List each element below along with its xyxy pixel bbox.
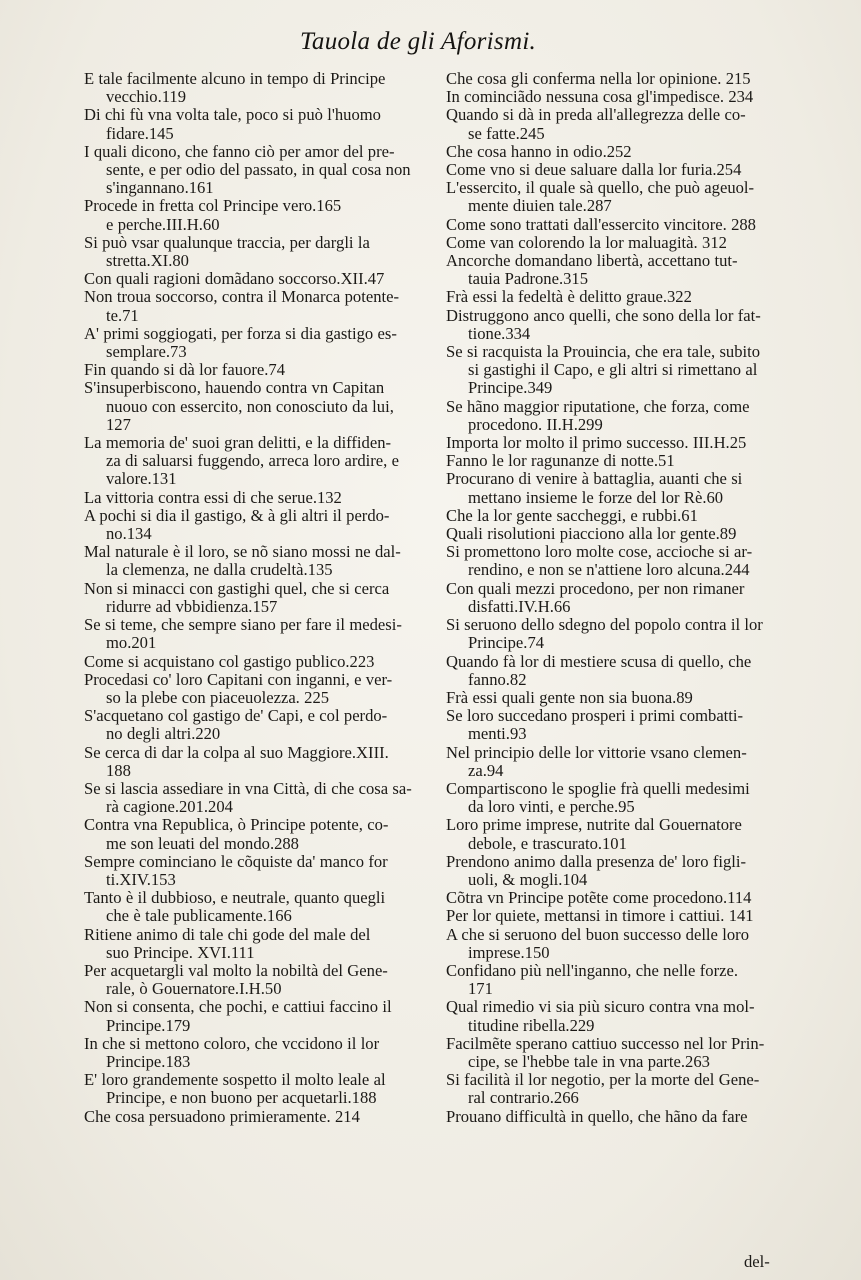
index-entry-line: titudine ribella.229 [468, 1015, 595, 1035]
index-entry [84, 434, 454, 489]
index-entry [446, 689, 801, 707]
index-entry-line: tauia Padrone.315 [468, 269, 589, 289]
index-entry-line: Procurano di venire à battaglia, auanti che si [446, 469, 743, 489]
index-entry-line: Si promettono loro molte cose, accioche si ar- [446, 542, 753, 562]
index-entry [446, 853, 801, 889]
index-entry [84, 143, 454, 198]
index-entry-line: ti.XIV.153 [106, 869, 176, 889]
index-entry [446, 744, 801, 780]
index-entry [84, 325, 454, 361]
index-entry [446, 653, 801, 689]
index-entry-line: 127 [106, 414, 131, 434]
index-entry [446, 106, 801, 142]
index-entry [446, 470, 801, 506]
index-entry [84, 580, 454, 616]
index-entry [446, 398, 801, 434]
index-entry-line: Con quali ragioni domãdano soccorso.XII.47 [84, 269, 385, 289]
index-entry [84, 543, 454, 579]
index-entry [84, 270, 454, 288]
index-entry-line: Si può vsar qualunque traccia, per dargli la [84, 232, 370, 252]
index-entry [446, 507, 801, 525]
index-entry [446, 1035, 801, 1071]
index-entry-line: rà cagione.201.204 [106, 797, 233, 817]
index-entry-line: stretta.XI.80 [106, 251, 189, 271]
index-entry-line: S'insuperbiscono, hauendo contra vn Capitan [84, 378, 385, 398]
index-entry-line: Ancorche domandano libertà, accettano tut- [446, 251, 738, 271]
index-entry-line: tione.334 [468, 323, 531, 343]
index-entry-line: Ritiene animo di tale chi gode del male del [84, 924, 371, 944]
index-entry-line: L'essercito, il quale sà quello, che può ageuol- [446, 178, 755, 198]
index-entry-line: semplare.73 [106, 342, 187, 362]
index-entry-line: che è tale publicamente.166 [106, 906, 292, 926]
index-entry-line: vecchio.119 [106, 87, 187, 107]
index-entry-line: procedono. II.H.299 [468, 414, 603, 434]
index-entry [446, 288, 801, 306]
index-entry-line: La memoria de' suoi gran delitti, e la diffiden- [84, 433, 392, 453]
index-entry-line: Importa lor molto il primo successo. III.H.25 [446, 433, 747, 453]
index-column-left [84, 70, 454, 1126]
index-entry-line: mettano insieme le forze del lor Rè.60 [468, 487, 724, 507]
index-entry-line: E' loro grandemente sospetto il molto leale al [84, 1070, 386, 1090]
index-entry-line: mente diuien tale.287 [468, 196, 612, 216]
index-entry-line: Come vno si deue saluare dalla lor furia.254 [446, 160, 742, 180]
index-entry-line: debole, e trascurato.101 [468, 833, 627, 853]
index-entry-line: Principe, e non buono per acquetarli.188 [106, 1088, 377, 1108]
index-entry [446, 616, 801, 652]
index-entry-line: Di chi fù vna volta tale, poco si può l'huomo [84, 105, 381, 125]
index-entry-line: Loro prime imprese, nutrite dal Gouernatore [446, 815, 742, 835]
index-entry-line: Non si consenta, che pochi, e cattiui faccino il [84, 997, 392, 1017]
index-entry [446, 216, 801, 234]
index-entry [446, 1108, 801, 1126]
index-entry [446, 962, 801, 998]
index-entry-line: Frà essi quali gente non sia buona.89 [446, 687, 693, 707]
index-entry-line: Fanno le lor ragunanze di notte.51 [446, 451, 675, 471]
index-entry [84, 197, 454, 233]
index-entry [446, 907, 801, 925]
index-entry-line: za di saluarsi fuggendo, arreca loro ardire, e [106, 451, 400, 471]
index-entry-line: E tale facilmente alcuno in tempo di Principe [84, 69, 386, 88]
index-entry [446, 179, 801, 215]
index-entry-line: La vittoria contra essi di che serue.132 [84, 487, 342, 507]
index-entry-line: rendino, e non se n'attiene loro alcuna.244 [468, 560, 750, 580]
index-entry-line: valore.131 [106, 469, 177, 489]
index-entry-line: Se cerca di dar la colpa al suo Maggiore.XIII. [84, 742, 389, 762]
index-entry-line: Compartiscono le spoglie frà quelli medesimi [446, 778, 750, 798]
index-entry [446, 307, 801, 343]
index-entry [446, 816, 801, 852]
index-entry-line: Confidano più nell'inganno, che nelle forze. [446, 960, 738, 980]
index-entry-line: Che cosa hanno in odio.252 [446, 141, 632, 161]
index-entry-line: A pochi si dia il gastigo, & à gli altri il perdo- [84, 505, 390, 525]
index-entry [446, 543, 801, 579]
index-entry-line: e perche.III.H.60 [106, 214, 220, 234]
index-entry [446, 780, 801, 816]
index-entry-line: no.134 [106, 524, 152, 544]
index-entry-line: Mal naturale è il loro, se nõ siano mossi ne dal- [84, 542, 401, 562]
index-entry-line: Fin quando si dà lor fauore.74 [84, 360, 286, 380]
index-entry [84, 744, 454, 780]
index-entry-line: In cominciãdo nessuna cosa gl'impedisce. 234 [446, 87, 754, 107]
index-entry [446, 434, 801, 452]
page-title: Tauola de gli Aforismi. [300, 28, 537, 55]
index-entry-line: rale, ò Gouernatore.I.H.50 [106, 979, 282, 999]
index-entry-line: I quali dicono, che fanno ciò per amor del pre- [84, 141, 395, 161]
index-entry [446, 889, 801, 907]
index-entry-line: te.71 [106, 305, 139, 325]
index-entry-line: Non troua soccorso, contra il Monarca potente- [84, 287, 399, 307]
index-entry-line: Se loro succedano prosperi i primi combatti- [446, 706, 744, 726]
index-entry-line: suo Principe. XVI.111 [106, 942, 255, 962]
index-entry-line: menti.93 [468, 724, 527, 744]
index-entry [84, 707, 454, 743]
index-entry-line: Come van colorendo la lor maluagità. 312 [446, 232, 727, 252]
index-entry-line: mo.201 [106, 633, 157, 653]
index-entry [446, 70, 801, 88]
index-entry [84, 288, 454, 324]
index-entry-line: sente, e per odio del passato, in qual cosa non [106, 160, 411, 180]
index-entry [84, 361, 454, 379]
index-entry-line: Principe.183 [106, 1051, 191, 1071]
catchword: del- [744, 1252, 770, 1271]
index-entry [84, 507, 454, 543]
index-entry-line: no degli altri.220 [106, 724, 221, 744]
index-entry [446, 161, 801, 179]
index-entry-line: ridurre ad vbbidienza.157 [106, 596, 278, 616]
index-entry-line: Prendono animo dalla presenza de' loro figli- [446, 851, 747, 871]
index-entry [84, 1071, 454, 1107]
index-entry-line: fanno.82 [468, 669, 527, 689]
index-column-right [446, 70, 801, 1126]
index-entry [446, 143, 801, 161]
index-entry [446, 580, 801, 616]
index-entry-line: Procede in fretta col Principe vero.165 [84, 196, 342, 216]
index-entry-line: Prouano difficultà in quello, che hãno da fare [446, 1106, 748, 1126]
index-entry-line: Distruggono anco quelli, che sono della lor fat- [446, 305, 761, 325]
index-entry [446, 998, 801, 1034]
index-entry-line: Nel principio delle lor vittorie vsano clemen- [446, 742, 747, 762]
index-entry [84, 106, 454, 142]
index-entry-line: se fatte.245 [468, 123, 545, 143]
index-entry-line: Quando si dà in preda all'allegrezza delle co- [446, 105, 746, 125]
index-entry-line: Se si racquista la Prouincia, che era tale, subito [446, 342, 761, 362]
index-entry-line: Contra vna Republica, ò Principe potente, co- [84, 815, 389, 835]
index-entry-line: s'ingannano.161 [106, 178, 214, 198]
index-entry-line: In che si mettono coloro, che vccidono il lor [84, 1033, 380, 1053]
index-entry-line: si gastighi il Capo, e gli altri si rimettano al [468, 360, 758, 380]
index-entry [446, 1071, 801, 1107]
index-entry [84, 1108, 454, 1126]
index-entry [446, 234, 801, 252]
index-entry [84, 379, 454, 434]
index-entry-line: Si seruono dello sdegno del popolo contra il lor [446, 615, 763, 635]
index-entry-line: Come sono trattati dall'essercito vincitore. 288 [446, 214, 756, 234]
index-entry-line: Quando fà lor di mestiere scusa di quello, che [446, 651, 752, 671]
index-entry [446, 452, 801, 470]
index-entry-line: da loro vinti, e perche.95 [468, 797, 635, 817]
index-entry-line: Procedasi co' loro Capitani con inganni, e ver- [84, 669, 393, 689]
index-entry-line: Per acquetargli val molto la nobiltà del Gene- [84, 960, 388, 980]
index-entry-line: Tanto è il dubbioso, e neutrale, quanto quegli [84, 888, 386, 908]
index-entry-line: 171 [468, 979, 493, 999]
index-entry [446, 88, 801, 106]
index-entry-line: Principe.74 [468, 633, 545, 653]
index-entry-line: so la plebe con piaceuolezza. 225 [106, 687, 330, 707]
index-entry-line: Quali risolutioni piacciono alla lor gente.89 [446, 524, 737, 544]
index-entry-line: S'acquetano col gastigo de' Capi, e col perdo- [84, 706, 388, 726]
index-entry-line: uoli, & mogli.104 [468, 869, 588, 889]
index-entry-line: Principe.179 [106, 1015, 191, 1035]
index-entry-line: Che la lor gente saccheggi, e rubbi.61 [446, 505, 698, 525]
index-entry [446, 926, 801, 962]
index-entry-line: ral contrario.266 [468, 1088, 579, 1108]
index-entry-line: Se si teme, che sempre siano per fare il medesi- [84, 615, 402, 635]
index-entry [84, 816, 454, 852]
index-entry [446, 252, 801, 288]
index-entry-line: 188 [106, 760, 131, 780]
index-entry-line: za.94 [468, 760, 504, 780]
index-entry [84, 962, 454, 998]
index-entry [446, 707, 801, 743]
index-entry-line: Cõtra vn Principe potẽte come procedono.114 [446, 888, 752, 908]
index-entry-line: Che cosa persuadono primieramente. 214 [84, 1106, 360, 1126]
index-entry [84, 671, 454, 707]
index-entry [84, 889, 454, 925]
index-entry-line: la clemenza, ne dalla crudeltà.135 [106, 560, 333, 580]
index-entry-line: Facilmẽte sperano cattiuo successo nel lor Prin- [446, 1033, 765, 1053]
index-entry-line: Sempre cominciano le cõquiste da' manco for [84, 851, 388, 871]
index-entry-line: fidare.145 [106, 123, 174, 143]
index-entry-line: imprese.150 [468, 942, 550, 962]
index-entry-line: Si facilità il lor negotio, per la morte del Gene- [446, 1070, 760, 1090]
index-entry-line: Per lor quiete, mettansi in timore i cattiui. 141 [446, 906, 754, 926]
index-entry-line: nuouo con essercito, non conosciuto da lui, [106, 396, 394, 416]
index-entry-line: A' primi soggiogati, per forza si dia gastigo es- [84, 323, 397, 343]
index-entry [84, 70, 454, 106]
index-entry [84, 1035, 454, 1071]
index-entry-line: Che cosa gli conferma nella lor opinione. 215 [446, 69, 751, 88]
index-entry [84, 489, 454, 507]
index-entry-line: cipe, se l'hebbe tale in vna parte.263 [468, 1051, 710, 1071]
index-entry [84, 653, 454, 671]
index-entry-line: Se hãno maggior riputatione, che forza, come [446, 396, 750, 416]
index-entry-line: disfatti.IV.H.66 [468, 596, 571, 616]
index-entry-line: A che si seruono del buon successo delle loro [446, 924, 749, 944]
index-entry [84, 998, 454, 1034]
index-entry-line: Qual rimedio vi sia più sicuro contra vna mol- [446, 997, 755, 1017]
index-entry-line: Principe.349 [468, 378, 553, 398]
index-entry-line: me son leuati del mondo.288 [106, 833, 299, 853]
index-entry [84, 780, 454, 816]
index-entry-line: Non si minacci con gastighi quel, che si cerca [84, 578, 390, 598]
index-entry [84, 234, 454, 270]
index-entry-line: Come si acquistano col gastigo publico.223 [84, 651, 375, 671]
index-entry [446, 343, 801, 398]
index-entry-line: Se si lascia assediare in vna Città, di che cosa sa- [84, 778, 412, 798]
index-entry [84, 926, 454, 962]
index-entry-line: Frà essi la fedeltà è delitto graue.322 [446, 287, 692, 307]
index-entry [446, 525, 801, 543]
index-entry [84, 853, 454, 889]
index-entry-line: Con quali mezzi procedono, per non rimaner [446, 578, 745, 598]
index-entry [84, 616, 454, 652]
